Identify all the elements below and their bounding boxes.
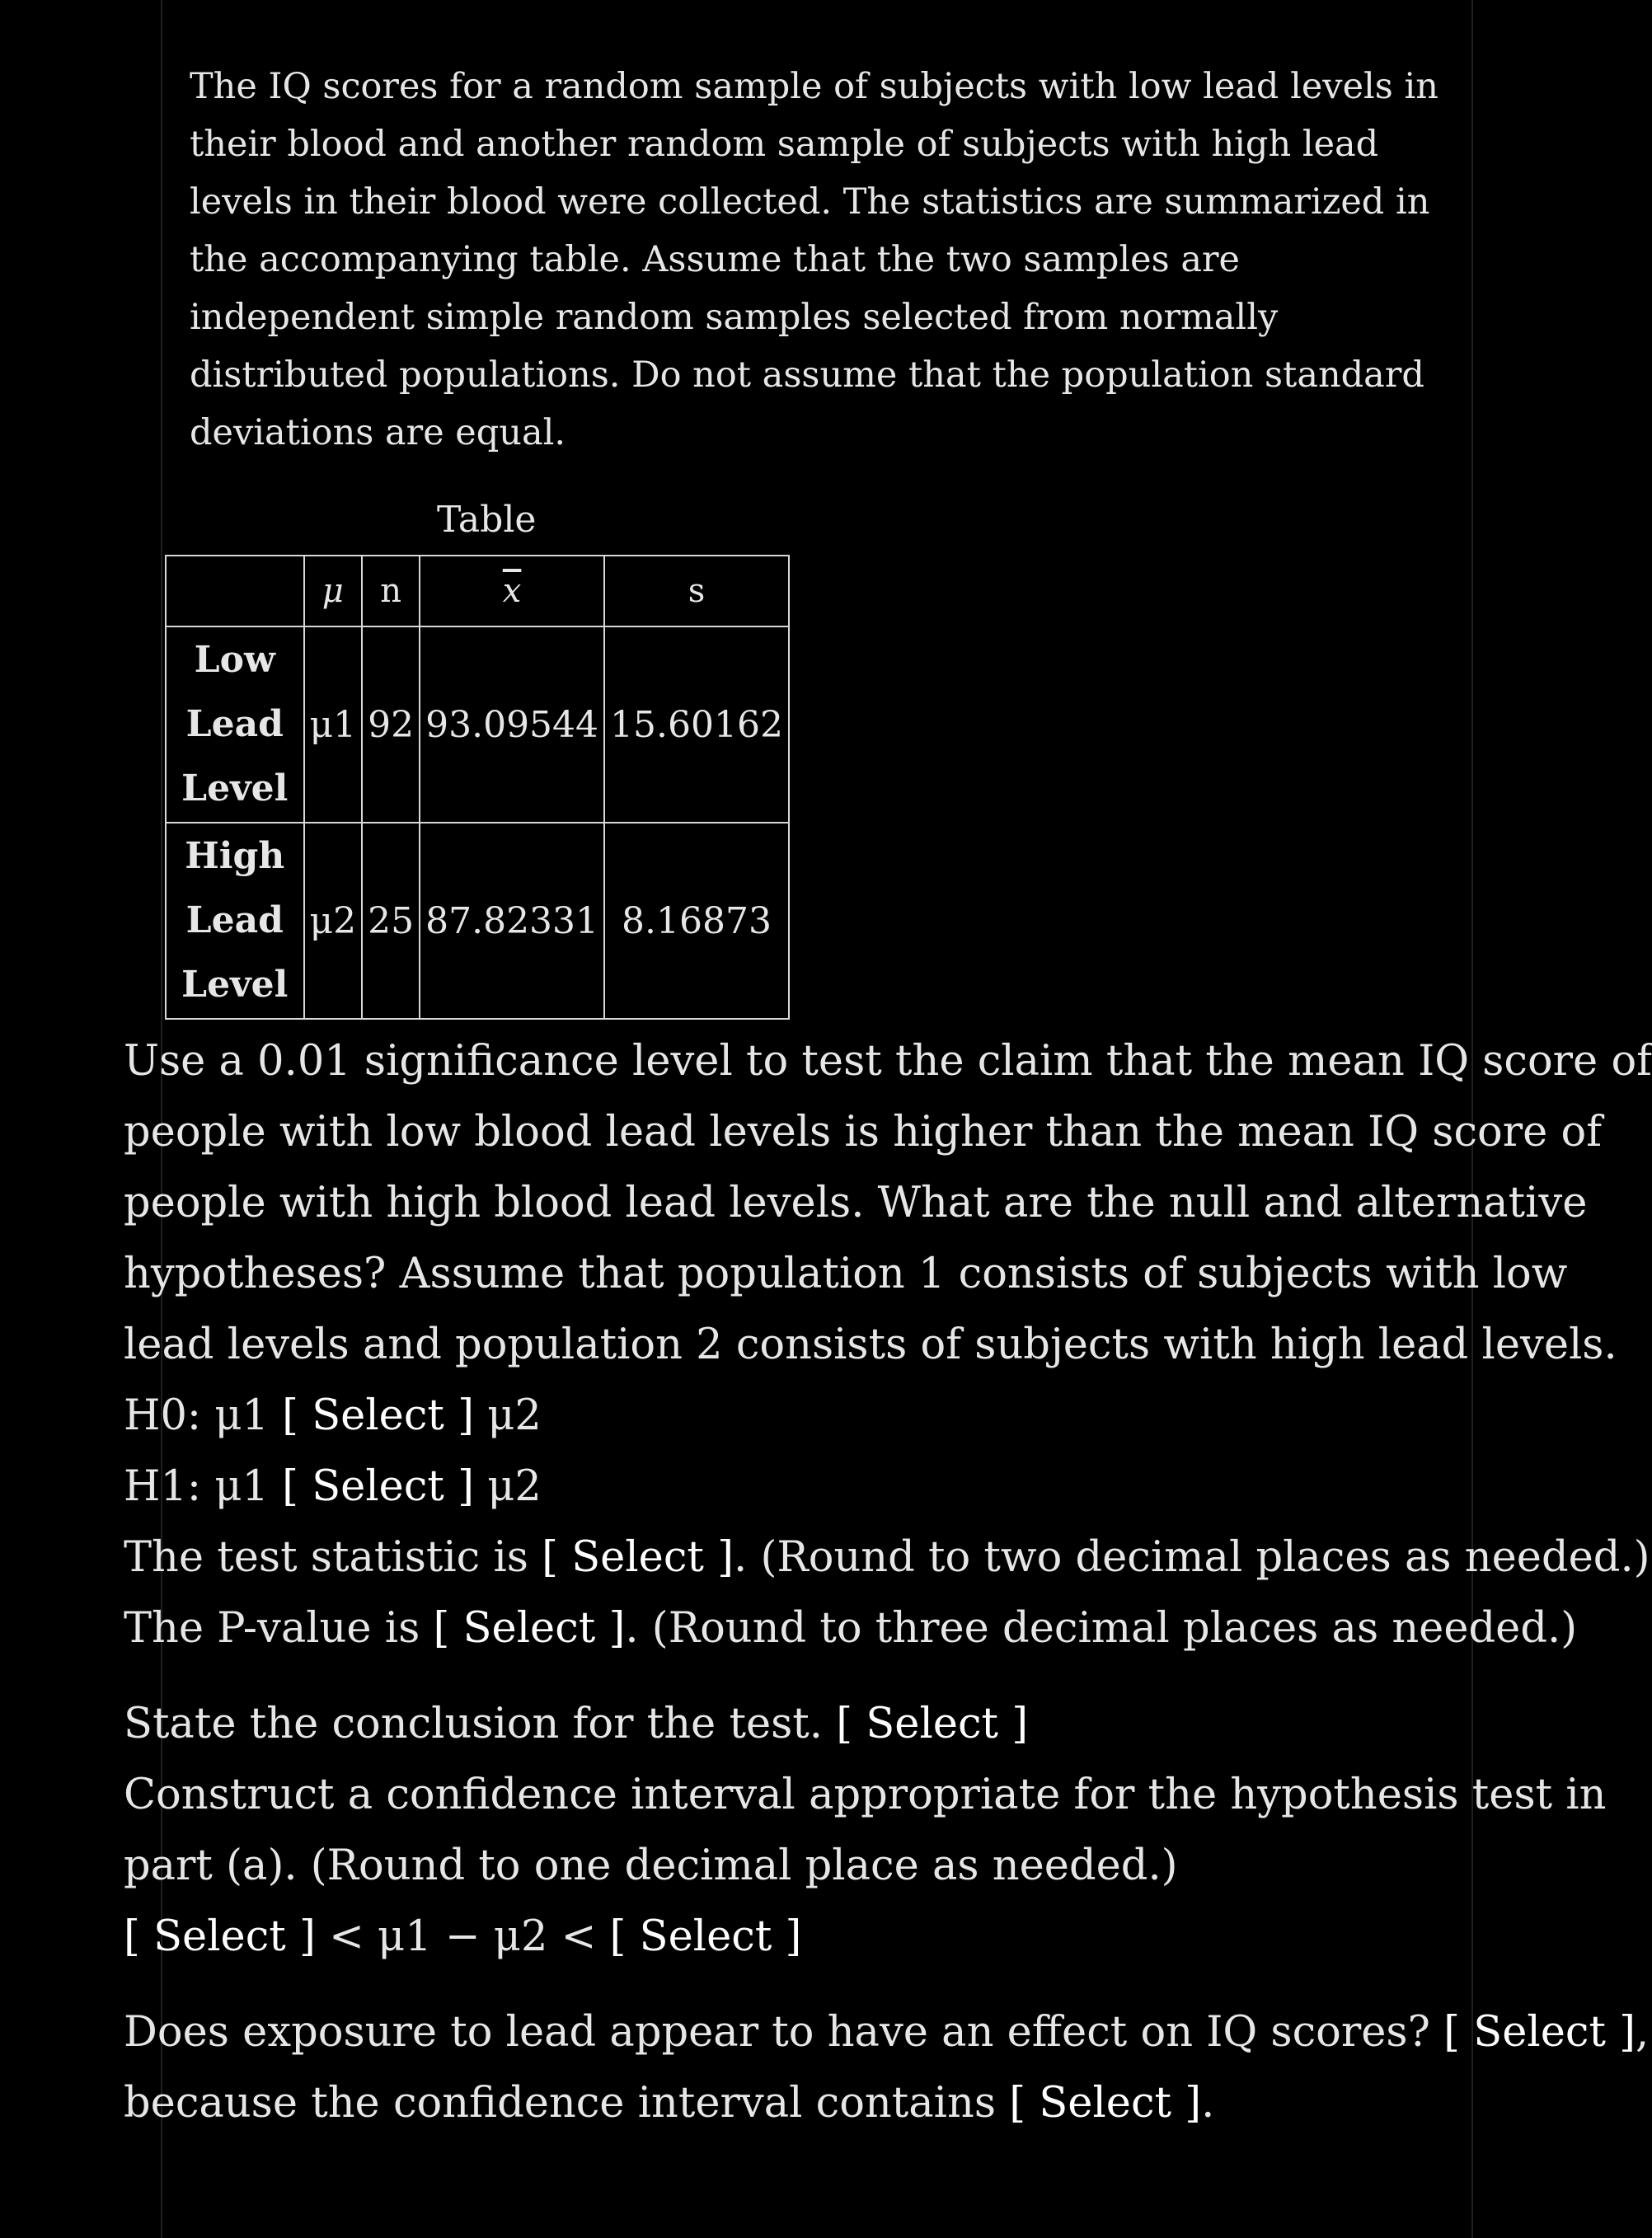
cell-mu: μ1 <box>304 626 363 823</box>
ci-instruction-line: Construct a confidence interval appropriate for the hypothesis test in <box>124 1771 1607 1819</box>
header-n: n <box>362 556 420 626</box>
row-label-line: High <box>185 835 285 877</box>
test-statistic-line <box>124 1522 1650 1593</box>
because-prefix: because the confidence interval contains <box>124 2079 1010 2128</box>
cell-xbar: 93.09544 <box>420 626 604 823</box>
test-statistic-suffix: . (Round to two decimal places as needed.) <box>734 1533 1650 1582</box>
h1-select[interactable]: [ Select ] <box>282 1462 475 1511</box>
h1-line <box>124 1452 1542 1522</box>
row-label-line: Lead <box>185 703 284 745</box>
conclusion-line <box>124 1689 1542 1760</box>
h0-prefix: H0: μ1 <box>124 1391 283 1440</box>
p-value-suffix: . (Round to three decimal places as needed.) <box>625 1604 1578 1653</box>
because-select[interactable]: [ Select ] <box>1009 2079 1202 2128</box>
h0-select[interactable]: [ Select ] <box>282 1391 475 1440</box>
cell-n: 92 <box>362 626 420 823</box>
row-label <box>166 823 304 1019</box>
because-suffix: . <box>1201 2079 1215 2128</box>
ci-lower-select[interactable]: [ Select ] <box>124 1912 316 1961</box>
p-value-line <box>124 1593 1578 1664</box>
statistics-table <box>165 555 790 1020</box>
conclusion-select[interactable]: [ Select ] <box>836 1700 1029 1748</box>
test-statistic-prefix: The test statistic is <box>124 1533 542 1582</box>
table-caption: Table <box>437 499 537 541</box>
h0-line <box>124 1381 1542 1452</box>
row-label <box>166 626 304 823</box>
question-line: lead levels and population 2 consists of subjects with high lead levels. <box>124 1321 1617 1369</box>
cell-mu: μ2 <box>304 823 363 1019</box>
intro-line: deviations are equal. <box>190 412 566 453</box>
h1-prefix: H1: μ1 <box>124 1462 283 1511</box>
test-statistic-select[interactable]: [ Select ] <box>542 1533 734 1582</box>
cell-n: 25 <box>362 823 420 1019</box>
ci-upper-select[interactable]: [ Select ] <box>609 1912 802 1961</box>
header-xbar <box>420 556 604 626</box>
ci-line <box>124 1902 1542 1973</box>
cell-xbar: 87.82331 <box>420 823 604 1019</box>
intro-line: levels in their blood were collected. The statistics are summarized in <box>190 181 1430 223</box>
table-row <box>166 626 789 823</box>
problem-intro <box>190 58 1476 462</box>
intro-line: distributed populations. Do not assume that the population standard <box>190 354 1424 396</box>
ci-instruction-line: part (a). (Round to one decimal place as needed.) <box>124 1842 1178 1890</box>
table-row <box>166 823 789 1019</box>
h0-suffix: μ2 <box>474 1391 542 1440</box>
cell-s: 8.16873 <box>604 823 789 1019</box>
xbar-symbol: $\overline{x}$ <box>502 572 522 610</box>
row-label-line: Level <box>181 767 289 809</box>
spacer <box>124 1973 1542 1997</box>
cell-s: 15.60162 <box>604 626 789 823</box>
ci-middle: < μ1 − μ2 < <box>315 1912 610 1961</box>
because-line <box>124 2068 1542 2139</box>
header-mu: μ <box>304 556 363 626</box>
conclusion-prefix: State the conclusion for the test. <box>124 1700 837 1748</box>
question-line: people with low blood lead levels is higher than the mean IQ score of <box>124 1108 1603 1157</box>
spacer <box>124 1664 1542 1689</box>
row-label-line: Lead <box>185 899 284 941</box>
intro-line: their blood and another random sample of subjects with high lead <box>190 124 1379 165</box>
table-header-row <box>166 556 789 626</box>
questions-section <box>124 1026 1652 2139</box>
effect-select[interactable]: [ Select ] <box>1443 2008 1636 2057</box>
header-s: s <box>604 556 789 626</box>
row-label-line: Level <box>181 964 289 1006</box>
question-line: people with high blood lead levels. What are the null and alternative <box>124 1179 1588 1227</box>
effect-prefix: Does exposure to lead appear to have an effect on IQ scores? <box>124 2008 1444 2057</box>
intro-line: the accompanying table. Assume that the two samples are <box>190 239 1240 280</box>
question-line: Use a 0.01 significance level to test the claim that the mean IQ score of <box>124 1037 1652 1086</box>
header-blank <box>166 556 304 626</box>
intro-line: The IQ scores for a random sample of subjects with low lead levels in <box>190 66 1438 107</box>
question-line: hypotheses? Assume that population 1 consists of subjects with low <box>124 1250 1568 1298</box>
effect-line <box>124 1997 1650 2068</box>
effect-suffix: , <box>1636 2008 1650 2057</box>
p-value-select[interactable]: [ Select ] <box>433 1604 626 1653</box>
h1-suffix: μ2 <box>474 1462 542 1511</box>
p-value-prefix: The P-value is <box>124 1604 434 1653</box>
row-label-line: Low <box>194 639 275 681</box>
intro-line: independent simple random samples selected from normally <box>190 297 1279 338</box>
